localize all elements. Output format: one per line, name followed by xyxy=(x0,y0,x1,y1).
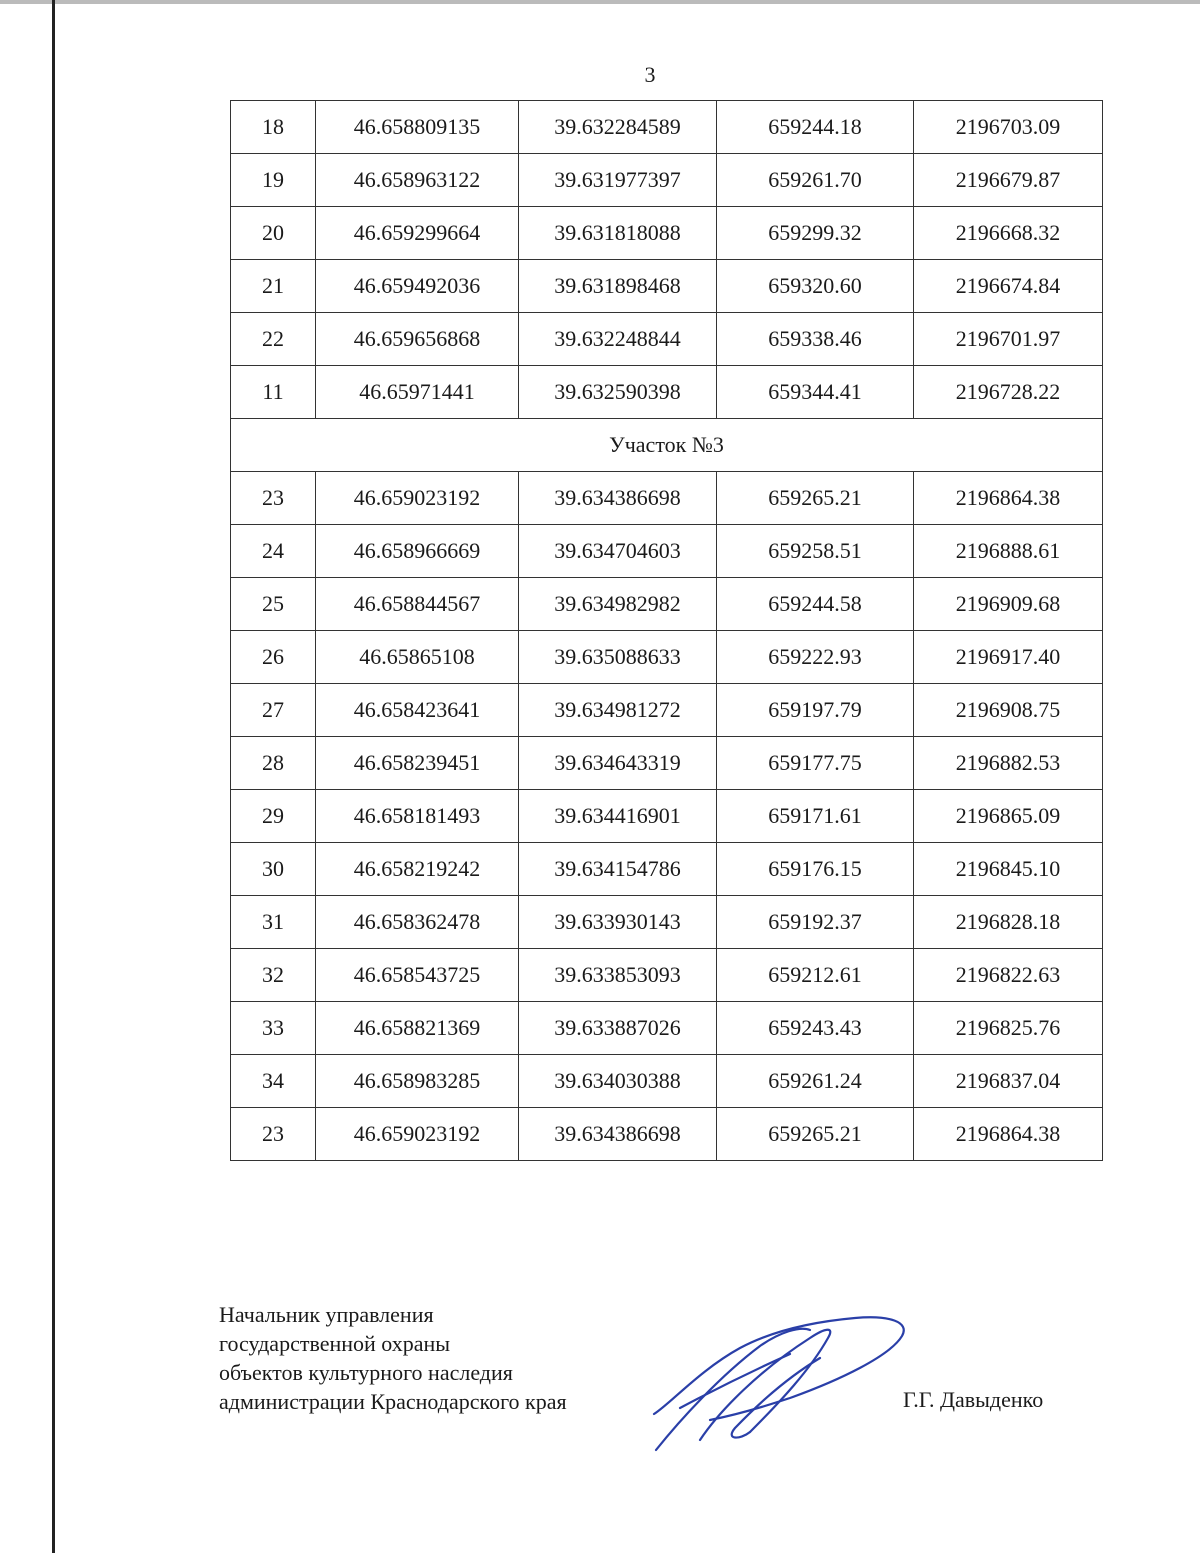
x-coordinate-cell: 659192.37 xyxy=(717,896,914,949)
table-row xyxy=(231,631,1103,684)
point-number-cell: 19 xyxy=(231,154,316,207)
point-number-cell: 29 xyxy=(231,790,316,843)
latitude-cell: 46.65865108 xyxy=(316,631,519,684)
latitude-cell: 46.658963122 xyxy=(316,154,519,207)
longitude-cell: 39.634982982 xyxy=(519,578,717,631)
point-number-cell: 18 xyxy=(231,101,316,154)
latitude-cell: 46.658219242 xyxy=(316,843,519,896)
table-row xyxy=(231,101,1103,154)
table-row xyxy=(231,366,1103,419)
x-coordinate-cell: 659171.61 xyxy=(717,790,914,843)
signer-title-line: администрации Краснодарского края xyxy=(219,1389,567,1414)
point-number-cell: 27 xyxy=(231,684,316,737)
table-row xyxy=(231,896,1103,949)
table-row xyxy=(231,737,1103,790)
point-number-cell: 24 xyxy=(231,525,316,578)
x-coordinate-cell: 659243.43 xyxy=(717,1002,914,1055)
point-number-cell: 26 xyxy=(231,631,316,684)
y-coordinate-cell: 2196674.84 xyxy=(914,260,1103,313)
x-coordinate-cell: 659222.93 xyxy=(717,631,914,684)
longitude-cell: 39.634981272 xyxy=(519,684,717,737)
x-coordinate-cell: 659244.58 xyxy=(717,578,914,631)
x-coordinate-cell: 659299.32 xyxy=(717,207,914,260)
point-number-cell: 23 xyxy=(231,1108,316,1161)
y-coordinate-cell: 2196668.32 xyxy=(914,207,1103,260)
point-number-cell: 23 xyxy=(231,472,316,525)
longitude-cell: 39.632590398 xyxy=(519,366,717,419)
table-row xyxy=(231,313,1103,366)
point-number-cell: 21 xyxy=(231,260,316,313)
scan-top-edge xyxy=(0,0,1200,4)
signer-name: Г.Г. Давыденко xyxy=(903,1387,1044,1412)
table-row xyxy=(231,843,1103,896)
table-row xyxy=(231,154,1103,207)
latitude-cell: 46.658239451 xyxy=(316,737,519,790)
latitude-cell: 46.659492036 xyxy=(316,260,519,313)
page-number: 3 xyxy=(644,62,656,87)
signer-title-block xyxy=(219,1300,567,1416)
x-coordinate-cell: 659177.75 xyxy=(717,737,914,790)
x-coordinate-cell: 659261.70 xyxy=(717,154,914,207)
longitude-cell: 39.631977397 xyxy=(519,154,717,207)
point-number-cell: 31 xyxy=(231,896,316,949)
y-coordinate-cell: 2196917.40 xyxy=(914,631,1103,684)
x-coordinate-cell: 659320.60 xyxy=(717,260,914,313)
x-coordinate-cell: 659244.18 xyxy=(717,101,914,154)
y-coordinate-cell: 2196888.61 xyxy=(914,525,1103,578)
point-number-cell: 30 xyxy=(231,843,316,896)
longitude-cell: 39.633930143 xyxy=(519,896,717,949)
point-number-cell: 32 xyxy=(231,949,316,1002)
longitude-cell: 39.634416901 xyxy=(519,790,717,843)
longitude-cell: 39.634704603 xyxy=(519,525,717,578)
latitude-cell: 46.658543725 xyxy=(316,949,519,1002)
latitude-cell: 46.658983285 xyxy=(316,1055,519,1108)
coordinates-table xyxy=(230,100,1103,1161)
y-coordinate-cell: 2196909.68 xyxy=(914,578,1103,631)
longitude-cell: 39.631818088 xyxy=(519,207,717,260)
longitude-cell: 39.634386698 xyxy=(519,472,717,525)
y-coordinate-cell: 2196864.38 xyxy=(914,1108,1103,1161)
table-row xyxy=(231,207,1103,260)
latitude-cell: 46.659299664 xyxy=(316,207,519,260)
x-coordinate-cell: 659261.24 xyxy=(717,1055,914,1108)
longitude-cell: 39.634386698 xyxy=(519,1108,717,1161)
latitude-cell: 46.658821369 xyxy=(316,1002,519,1055)
latitude-cell: 46.658966669 xyxy=(316,525,519,578)
point-number-cell: 11 xyxy=(231,366,316,419)
y-coordinate-cell: 2196837.04 xyxy=(914,1055,1103,1108)
latitude-cell: 46.658181493 xyxy=(316,790,519,843)
longitude-cell: 39.632284589 xyxy=(519,101,717,154)
y-coordinate-cell: 2196825.76 xyxy=(914,1002,1103,1055)
y-coordinate-cell: 2196864.38 xyxy=(914,472,1103,525)
y-coordinate-cell: 2196865.09 xyxy=(914,790,1103,843)
latitude-cell: 46.658844567 xyxy=(316,578,519,631)
scan-left-edge xyxy=(52,0,55,1553)
y-coordinate-cell: 2196822.63 xyxy=(914,949,1103,1002)
table-row xyxy=(231,949,1103,1002)
y-coordinate-cell: 2196728.22 xyxy=(914,366,1103,419)
y-coordinate-cell: 2196882.53 xyxy=(914,737,1103,790)
longitude-cell: 39.632248844 xyxy=(519,313,717,366)
table-row xyxy=(231,472,1103,525)
x-coordinate-cell: 659265.21 xyxy=(717,472,914,525)
y-coordinate-cell: 2196845.10 xyxy=(914,843,1103,896)
latitude-cell: 46.658809135 xyxy=(316,101,519,154)
point-number-cell: 28 xyxy=(231,737,316,790)
longitude-cell: 39.635088633 xyxy=(519,631,717,684)
coordinates-table-body xyxy=(231,101,1103,1161)
point-number-cell: 34 xyxy=(231,1055,316,1108)
signer-title-line: Начальник управления xyxy=(219,1302,434,1327)
y-coordinate-cell: 2196679.87 xyxy=(914,154,1103,207)
longitude-cell: 39.633887026 xyxy=(519,1002,717,1055)
handwritten-signature xyxy=(640,1310,920,1460)
x-coordinate-cell: 659265.21 xyxy=(717,1108,914,1161)
latitude-cell: 46.65971441 xyxy=(316,366,519,419)
table-row xyxy=(231,578,1103,631)
table-row xyxy=(231,260,1103,313)
table-row xyxy=(231,790,1103,843)
longitude-cell: 39.634643319 xyxy=(519,737,717,790)
table-row xyxy=(231,1002,1103,1055)
point-number-cell: 25 xyxy=(231,578,316,631)
latitude-cell: 46.659023192 xyxy=(316,472,519,525)
x-coordinate-cell: 659212.61 xyxy=(717,949,914,1002)
point-number-cell: 22 xyxy=(231,313,316,366)
signer-title-line: объектов культурного наследия xyxy=(219,1360,513,1385)
longitude-cell: 39.634030388 xyxy=(519,1055,717,1108)
section-header-row xyxy=(231,419,1103,472)
x-coordinate-cell: 659176.15 xyxy=(717,843,914,896)
section-label: Участок №3 xyxy=(231,419,1103,472)
x-coordinate-cell: 659258.51 xyxy=(717,525,914,578)
point-number-cell: 33 xyxy=(231,1002,316,1055)
y-coordinate-cell: 2196701.97 xyxy=(914,313,1103,366)
signer-title-line: государственной охраны xyxy=(219,1331,451,1356)
y-coordinate-cell: 2196908.75 xyxy=(914,684,1103,737)
y-coordinate-cell: 2196828.18 xyxy=(914,896,1103,949)
x-coordinate-cell: 659197.79 xyxy=(717,684,914,737)
longitude-cell: 39.631898468 xyxy=(519,260,717,313)
latitude-cell: 46.658423641 xyxy=(316,684,519,737)
table-row xyxy=(231,1055,1103,1108)
table-row xyxy=(231,1108,1103,1161)
point-number-cell: 20 xyxy=(231,207,316,260)
x-coordinate-cell: 659338.46 xyxy=(717,313,914,366)
y-coordinate-cell: 2196703.09 xyxy=(914,101,1103,154)
x-coordinate-cell: 659344.41 xyxy=(717,366,914,419)
latitude-cell: 46.659656868 xyxy=(316,313,519,366)
latitude-cell: 46.659023192 xyxy=(316,1108,519,1161)
longitude-cell: 39.633853093 xyxy=(519,949,717,1002)
longitude-cell: 39.634154786 xyxy=(519,843,717,896)
table-row xyxy=(231,684,1103,737)
latitude-cell: 46.658362478 xyxy=(316,896,519,949)
table-row xyxy=(231,525,1103,578)
